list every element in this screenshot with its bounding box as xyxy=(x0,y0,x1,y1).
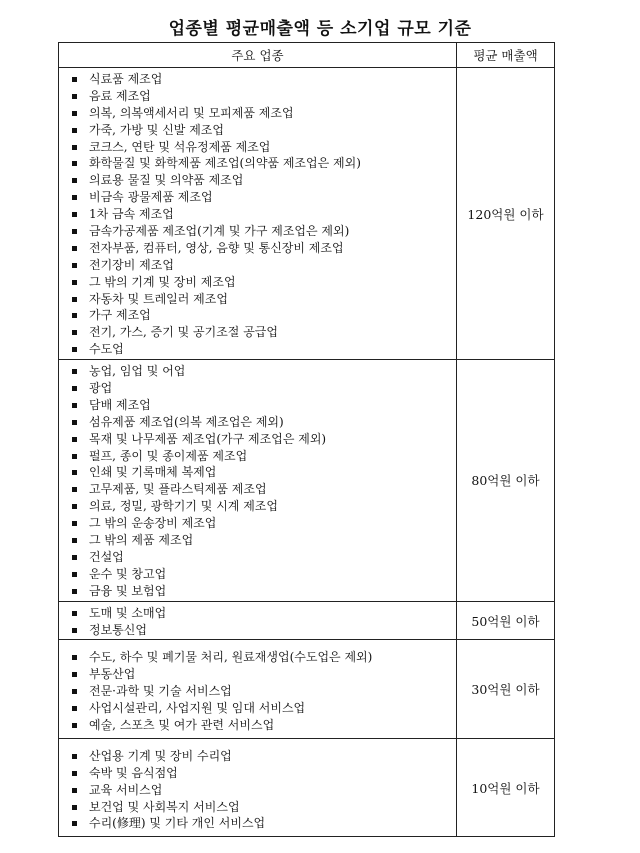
list-item: 섬유제품 제조업(의복 제조업은 제외) xyxy=(59,414,456,431)
group-row-5 xyxy=(59,738,555,836)
list-item: 산업용 기계 및 장비 수리업 xyxy=(59,748,456,765)
list-item: 금속가공제품 제조업(기계 및 가구 제조업은 제외) xyxy=(59,223,456,240)
list-item: 건설업 xyxy=(59,549,456,566)
revenue-cell: 120억원 이하 xyxy=(457,68,555,360)
industry-list xyxy=(59,605,456,639)
list-item: 수도, 하수 및 폐기물 처리, 원료재생업(수도업은 제외) xyxy=(59,649,456,666)
list-item: 교육 서비스업 xyxy=(59,782,456,799)
group-row-4 xyxy=(59,640,555,738)
industry-list-cell xyxy=(59,601,457,640)
list-item: 가죽, 가방 및 신발 제조업 xyxy=(59,122,456,139)
list-item: 비금속 광물제품 제조업 xyxy=(59,189,456,206)
list-item: 도매 및 소매업 xyxy=(59,605,456,622)
list-item: 자동차 및 트레일러 제조업 xyxy=(59,291,456,308)
industry-list xyxy=(59,71,456,358)
industry-list xyxy=(59,748,456,832)
industry-list-cell xyxy=(59,68,457,360)
group-row-2 xyxy=(59,360,555,601)
list-item: 예술, 스포츠 및 여가 관련 서비스업 xyxy=(59,717,456,734)
list-item: 1차 금속 제조업 xyxy=(59,206,456,223)
industry-list-cell xyxy=(59,360,457,601)
industry-list xyxy=(59,649,456,733)
list-item: 정보통신업 xyxy=(59,622,456,639)
list-item: 목재 및 나무제품 제조업(가구 제조업은 제외) xyxy=(59,431,456,448)
industry-list-cell xyxy=(59,738,457,836)
list-item: 전기, 가스, 증기 및 공기조절 공급업 xyxy=(59,324,456,341)
list-item: 화학물질 및 화학제품 제조업(의약품 제조업은 제외) xyxy=(59,155,456,172)
list-item: 전자부품, 컴퓨터, 영상, 음향 및 통신장비 제조업 xyxy=(59,240,456,257)
list-item: 수리(修理) 및 기타 개인 서비스업 xyxy=(59,815,456,832)
revenue-cell: 30억원 이하 xyxy=(457,640,555,738)
list-item: 음료 제조업 xyxy=(59,88,456,105)
list-item: 금융 및 보험업 xyxy=(59,583,456,600)
list-item: 숙박 및 음식점업 xyxy=(59,765,456,782)
list-item: 의료용 물질 및 의약품 제조업 xyxy=(59,172,456,189)
header-revenue: 평균 매출액 xyxy=(457,43,555,68)
list-item: 펄프, 종이 및 종이제품 제조업 xyxy=(59,448,456,465)
industry-list-cell xyxy=(59,640,457,738)
list-item: 가구 제조업 xyxy=(59,307,456,324)
list-item: 고무제품, 및 플라스틱제품 제조업 xyxy=(59,481,456,498)
header-row xyxy=(59,43,555,68)
list-item: 그 밖의 기계 및 장비 제조업 xyxy=(59,274,456,291)
revenue-cell: 80억원 이하 xyxy=(457,360,555,601)
industry-list xyxy=(59,363,456,599)
list-item: 그 밖의 제품 제조업 xyxy=(59,532,456,549)
list-item: 의복, 의복액세서리 및 모피제품 제조업 xyxy=(59,105,456,122)
list-item: 광업 xyxy=(59,380,456,397)
revenue-cell: 50억원 이하 xyxy=(457,601,555,640)
list-item: 운수 및 창고업 xyxy=(59,566,456,583)
revenue-cell: 10억원 이하 xyxy=(457,738,555,836)
header-industry: 주요 업종 xyxy=(59,43,457,68)
group-row-3 xyxy=(59,601,555,640)
list-item: 코크스, 연탄 및 석유정제품 제조업 xyxy=(59,139,456,156)
list-item: 담배 제조업 xyxy=(59,397,456,414)
list-item: 사업시설관리, 사업지원 및 임대 서비스업 xyxy=(59,700,456,717)
list-item: 인쇄 및 기록매체 복제업 xyxy=(59,464,456,481)
list-item: 부동산업 xyxy=(59,666,456,683)
list-item: 의료, 정밀, 광학기기 및 시계 제조업 xyxy=(59,498,456,515)
page-title: 업종별 평균매출액 등 소기업 규모 기준 xyxy=(168,19,472,39)
size-criteria-table xyxy=(58,42,555,837)
group-row-1 xyxy=(59,68,555,360)
list-item: 전기장비 제조업 xyxy=(59,257,456,274)
list-item: 수도업 xyxy=(59,341,456,358)
list-item: 전문·과학 및 기술 서비스업 xyxy=(59,683,456,700)
list-item: 농업, 임업 및 어업 xyxy=(59,363,456,380)
list-item: 식료품 제조업 xyxy=(59,71,456,88)
list-item: 그 밖의 운송장비 제조업 xyxy=(59,515,456,532)
list-item: 보건업 및 사회복지 서비스업 xyxy=(59,799,456,816)
